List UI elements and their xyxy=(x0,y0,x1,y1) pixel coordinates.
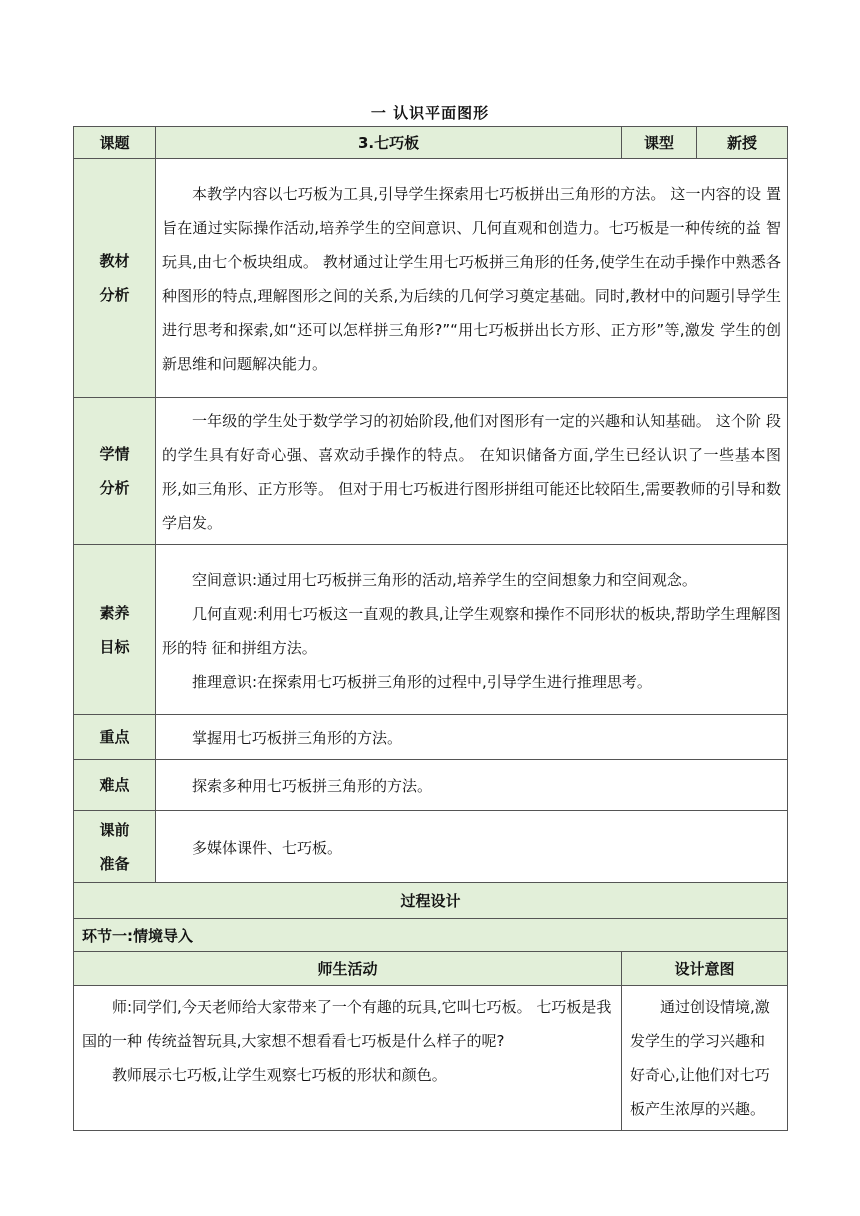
document-heading: 一 认识平面图形 xyxy=(370,104,490,122)
textbook-analysis-content xyxy=(156,159,788,398)
goal-spatial: 空间意识:通过用七巧板拼三角形的活动,培养学生的空间想象力和空间观念。 xyxy=(192,570,697,589)
topic-row xyxy=(74,127,788,159)
preparation-label: 课前 准备 xyxy=(74,811,156,883)
key-point-label: 重点 xyxy=(74,715,156,760)
process-design-title: 过程设计 xyxy=(74,883,788,919)
design-intent-header: 设计意图 xyxy=(622,952,788,986)
student-analysis-content xyxy=(156,398,788,545)
student-analysis-label: 学情 分析 xyxy=(74,398,156,545)
intent-paragraph: 通过创设情境,激发学生的学习兴趣和好奇心,让他们对七巧板产生浓厚的兴趣。 xyxy=(630,998,770,1118)
topic-value: 3.七巧板 xyxy=(156,127,622,159)
topic-label: 课题 xyxy=(74,127,156,159)
competency-goals-row xyxy=(74,545,788,715)
difficulty-content: 探索多种用七巧板拼三角形的方法。 xyxy=(156,760,788,811)
activity-header-row xyxy=(74,952,788,986)
student-analysis-text: 一年级的学生处于数学学习的初始阶段,他们对图形有一定的兴趣和认知基础。 这个阶 段的学生具有好奇心强、喜欢动手操作的特点。 在知识储备方面,学生已经认识了一些基本图 形,如三角形、正方形等。 但对于用七巧板进行图形拼组可能还比较陌生,需要教师的引导和数学启发。 xyxy=(162,412,782,532)
teacher-student-activity-content xyxy=(74,986,622,1131)
design-intent-content xyxy=(622,986,788,1131)
key-point-row xyxy=(74,715,788,760)
lesson-plan-table xyxy=(73,126,788,1131)
student-analysis-row xyxy=(74,398,788,545)
textbook-analysis-row xyxy=(74,159,788,398)
lesson-type-value: 新授 xyxy=(697,127,788,159)
textbook-analysis-label: 教材 分析 xyxy=(74,159,156,398)
preparation-content: 多媒体课件、七巧板。 xyxy=(156,811,788,883)
difficulty-label: 难点 xyxy=(74,760,156,811)
activity-content-row xyxy=(74,986,788,1131)
preparation-row xyxy=(74,811,788,883)
stage-one-title: 环节一:情境导入 xyxy=(74,919,788,952)
goal-geometric: 几何直观:利用七巧板这一直观的教具,让学生观察和操作不同形状的板块,帮助学生理解图形的特 征和拼组方法。 xyxy=(162,604,782,657)
competency-goals-label: 素养 目标 xyxy=(74,545,156,715)
process-design-row xyxy=(74,883,788,919)
key-point-content: 掌握用七巧板拼三角形的方法。 xyxy=(156,715,788,760)
competency-goals-content xyxy=(156,545,788,715)
activity-paragraph: 师:同学们,今天老师给大家带来了一个有趣的玩具,它叫七巧板。 七巧板是我国的一种 传统益智玩具,大家想不想看看七巧板是什么样子的呢? xyxy=(82,998,612,1050)
difficulty-row xyxy=(74,760,788,811)
textbook-analysis-text: 本教学内容以七巧板为工具,引导学生探索用七巧板拼出三角形的方法。 这一内容的设 置旨在通过实际操作活动,培养学生的空间意识、几何直观和创造力。七巧板是一种传统的益 智玩具,由七个板块组成。 教材通过让学生用七巧板拼三角形的任务,使学生在动手操作中熟悉各种图形的特点,理解图形之间的关系,为后续的几何学习奠定基础。同时,教材中的问题引导学生进行思考和探索,如“还可以怎样拼三角形?”“用七巧板拼出长方形、正方形”等,激发 学生的创新思维和问题解决能力。 xyxy=(162,185,782,373)
stage-one-row xyxy=(74,919,788,952)
activity-paragraph: 教师展示七巧板,让学生观察七巧板的形状和颜色。 xyxy=(112,1066,447,1084)
lesson-type-label: 课型 xyxy=(622,127,697,159)
goal-reasoning: 推理意识:在探索用七巧板拼三角形的过程中,引导学生进行推理思考。 xyxy=(192,672,652,691)
teacher-student-activity-header: 师生活动 xyxy=(74,952,622,986)
